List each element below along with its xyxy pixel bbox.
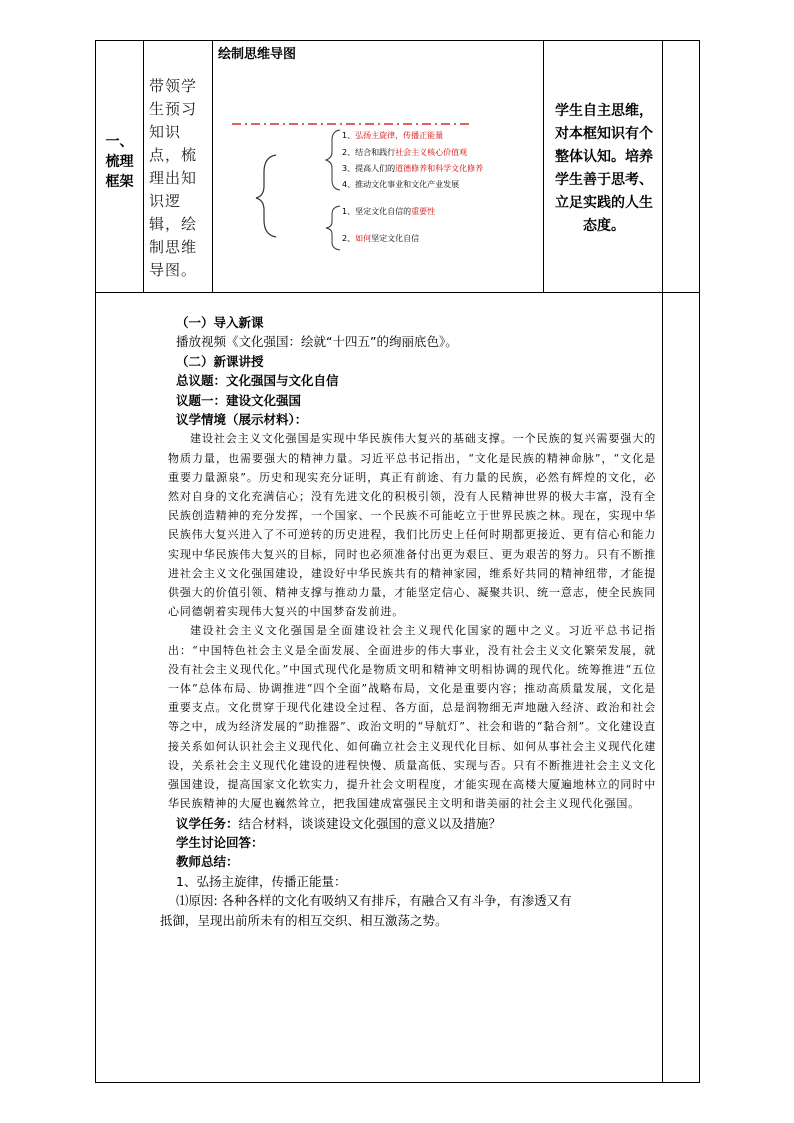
large-left-brace bbox=[256, 155, 276, 237]
point-1: 1、弘扬主旋律，传播正能量： bbox=[176, 873, 347, 889]
mindmap-branch2-item1: 1、坚定文化自信的重要性 bbox=[342, 207, 436, 216]
mindmap-branch1-item2: 2、结合和践行社会主义核心价值观 bbox=[342, 148, 468, 157]
mindmap-branch2-item2: 2、如何坚定文化自信 bbox=[342, 234, 420, 243]
material-paragraph-1: 建设社会主义文化强国是实现中华民族伟大复兴的基础支撑。一个民族的复兴需要强大的物质力量，也需要强大的精神力量。习近平总书记指出，“文化是民族的精神命脉”，“文化是重要力量源泉”。历史和现实充分证明，真正有前途、有力量的民族，必然有辉煌的文化，必然对自身的文化充满信心；没有先进文化的积极引领，没有人民精神世界的极大丰富，没有全民族创造精神的充分发挥，一个国家、一个民族不可能屹立于世界民族之林。现在，实现中华民族伟大复兴进入了不可逆转的历史进程，我们比历史上任何时期都更接近、更有信心和能力实现中华民族伟大复兴的目标，同时也必须准备付出更为艰巨、更为艰苦的努力。只有不断推进社会主义文化强国建设，建设好中华民族共有的精神家园，维系好共同的精神纽带，才能提供强大的价值引领、精神支撑与推动力量，才能坚定信心、凝聚共识、统一意志，使全民族同心同德朝着实现伟大复兴的中国梦奋发前进。 bbox=[168, 432, 656, 619]
teacher-guide-text: 带领学生预习知识点，梳理出知识逻辑，绘制思维导图。 bbox=[149, 77, 198, 279]
mindmap-title: 绘制思维导图 bbox=[218, 47, 297, 62]
task-label: 议学任务： bbox=[176, 815, 239, 831]
mindmap bbox=[212, 100, 542, 290]
table-col-divider-1 bbox=[143, 40, 144, 292]
teacher-summary-label: 教师总结： bbox=[176, 854, 239, 870]
new-lesson-heading: （二）新课讲授 bbox=[176, 353, 264, 369]
mindmap-lines bbox=[212, 100, 542, 290]
design-intent-text: 学生自主思维，对本框知识有个整体认知。培养学生善于思考、立足实践的人生态度。 bbox=[555, 103, 653, 234]
topic-one: 议题一：建设文化强国 bbox=[176, 392, 302, 408]
brace-branch2 bbox=[326, 206, 340, 250]
table-bottom-border bbox=[95, 1082, 700, 1083]
section-number: 一、 bbox=[105, 134, 134, 150]
reason-line-1: ⑴原因: 各种各样的文化有吸纳又有排斥，有融合又有斗争，有渗透又有 bbox=[176, 893, 572, 909]
mindmap-branch1-item1: 1、弘扬主旋律，传播正能量 bbox=[342, 131, 444, 140]
table-col-divider-3 bbox=[543, 40, 544, 292]
video-line: 播放视频《文化强国：绘就“十四五”的绚丽底色》。 bbox=[176, 334, 458, 350]
table-top-border bbox=[95, 40, 700, 41]
reason-line-2: 抵御，呈现出前所未有的相互交织、相互激荡之势。 bbox=[160, 912, 448, 928]
table-left-border bbox=[95, 40, 96, 1082]
material-paragraph-2: 建设社会主义文化强国是全面建设社会主义现代化国家的题中之义。习近平总书记指出：“中国特色社会主义是全面发展、全面进步的伟大事业，没有社会主义文化繁荣发展，就没有社会主义现代化。”中国式现代化是物质文明和精神文明相协调的现代化。统筹推进“五位一体”总体布局、协调推进“四个全面”战略布局，文化是重要内容；推动高质量发展，文化是重要支点。文化贯穿于现代化建设全过程、各方面，总是润物细无声地融入经济、政治和社会等之中，成为经济发展的“助推器”、政治文明的“导航灯”、社会和谐的“黏合剂”。文化建设直接关系如何认识社会主义现代化、如何确立社会主义现代化目标、如何从事社会主义现代化建设，关系社会主义现代化建设的进程快慢、质量高低、实现与否。只有不断推进社会主义文化强国建设，提高国家文化软实力，提升社会文明程度，才能实现在高楼大厦遍地林立的同时中华民族精神的大厦也巍然耸立，把我国建成富强民主文明和谐美丽的社会主义现代化强国。 bbox=[168, 624, 656, 811]
scenario-heading: 议学情境（展示材料）： bbox=[176, 412, 308, 428]
task-text: 结合材料，谈谈建设文化强国的意义以及措施？ bbox=[238, 815, 502, 831]
topic-main: 总议题：文化强国与文化自信 bbox=[176, 373, 339, 389]
discussion-label: 学生讨论回答： bbox=[176, 834, 264, 850]
table-col-divider-4 bbox=[662, 40, 663, 1082]
section-title-line1: 梳理 bbox=[105, 154, 134, 170]
table-right-border bbox=[699, 40, 700, 1082]
table-row-divider bbox=[95, 292, 700, 293]
mindmap-branch1-item4: 4、推动文化事业和文化产业发展 bbox=[342, 180, 460, 189]
task-line bbox=[168, 814, 656, 833]
brace-branch1 bbox=[326, 130, 340, 190]
section-label bbox=[96, 132, 143, 192]
lesson-content bbox=[160, 313, 656, 930]
mindmap-branch1-item3: 3、提高人们的道德修养和科学文化修养 bbox=[342, 164, 484, 173]
intro-heading: （一）导入新课 bbox=[176, 315, 264, 330]
section-title-line2: 框架 bbox=[105, 174, 134, 190]
